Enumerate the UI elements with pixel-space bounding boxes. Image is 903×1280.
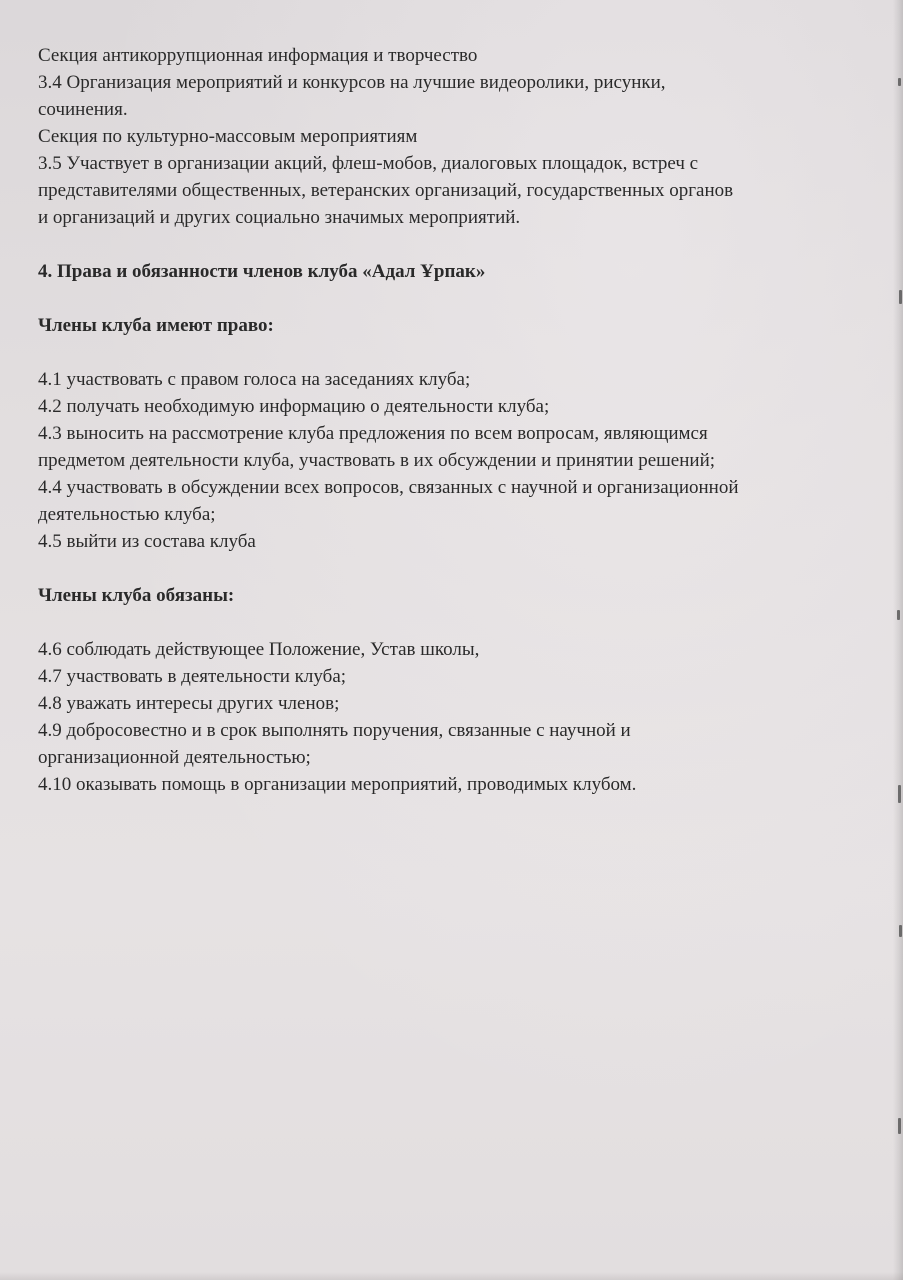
paper-speck xyxy=(899,925,902,937)
duties-heading: Члены клуба обязаны: xyxy=(38,585,235,606)
rights-item: 4.2 получать необходимую информацию о деятельности клуба; xyxy=(38,396,550,417)
paper-speck xyxy=(898,785,901,803)
text-line: сочинения. xyxy=(38,99,128,120)
text-line: Секция по культурно-массовым мероприятиям xyxy=(38,126,418,147)
text-line: и организаций и других социально значимых мероприятий. xyxy=(38,207,521,228)
paper-speck xyxy=(899,290,902,304)
duties-item: 4.10 оказывать помощь в организации мероприятий, проводимых клубом. xyxy=(38,774,637,795)
text-line: 3.4 Организация мероприятий и конкурсов на лучшие видеоролики, рисунки, xyxy=(38,72,666,93)
duties-item: 4.7 участвовать в деятельности клуба; xyxy=(38,666,347,687)
text-line: Секция антикоррупционная информация и творчество xyxy=(38,45,478,66)
text-line: 3.5 Участвует в организации акций, флеш-мобов, диалоговых площадок, встреч с xyxy=(38,153,699,174)
rights-item: 4.1 участвовать с правом голоса на заседаниях клуба; xyxy=(38,369,471,390)
rights-heading: Члены клуба имеют право: xyxy=(38,315,274,336)
duties-item: организационной деятельностью; xyxy=(38,747,311,768)
paper-speck xyxy=(898,78,901,86)
rights-item: предметом деятельности клуба, участвовать в их обсуждении и принятии решений; xyxy=(38,450,716,471)
duties-item: 4.6 соблюдать действующее Положение, Устав школы, xyxy=(38,639,480,660)
page-bottom-shadow xyxy=(0,1272,903,1280)
text-line: представителями общественных, ветеранских организаций, государственных органов xyxy=(38,180,734,201)
duties-item: 4.9 добросовестно и в срок выполнять поручения, связанные с научной и xyxy=(38,720,631,741)
paper-speck xyxy=(897,610,900,620)
rights-item: деятельностью клуба; xyxy=(38,504,216,525)
rights-item: 4.3 выносить на рассмотрение клуба предложения по всем вопросам, являющимся xyxy=(38,423,708,444)
duties-item: 4.8 уважать интересы других членов; xyxy=(38,693,340,714)
section-heading: 4. Права и обязанности членов клуба «Адал Ұрпак» xyxy=(38,261,486,282)
rights-item: 4.4 участвовать в обсуждении всех вопросов, связанных с научной и организационной xyxy=(38,477,739,498)
page-edge-shadow xyxy=(893,0,903,1280)
paper-speck xyxy=(898,1118,901,1134)
rights-item: 4.5 выйти из состава клуба xyxy=(38,531,256,552)
document-body xyxy=(38,42,858,798)
